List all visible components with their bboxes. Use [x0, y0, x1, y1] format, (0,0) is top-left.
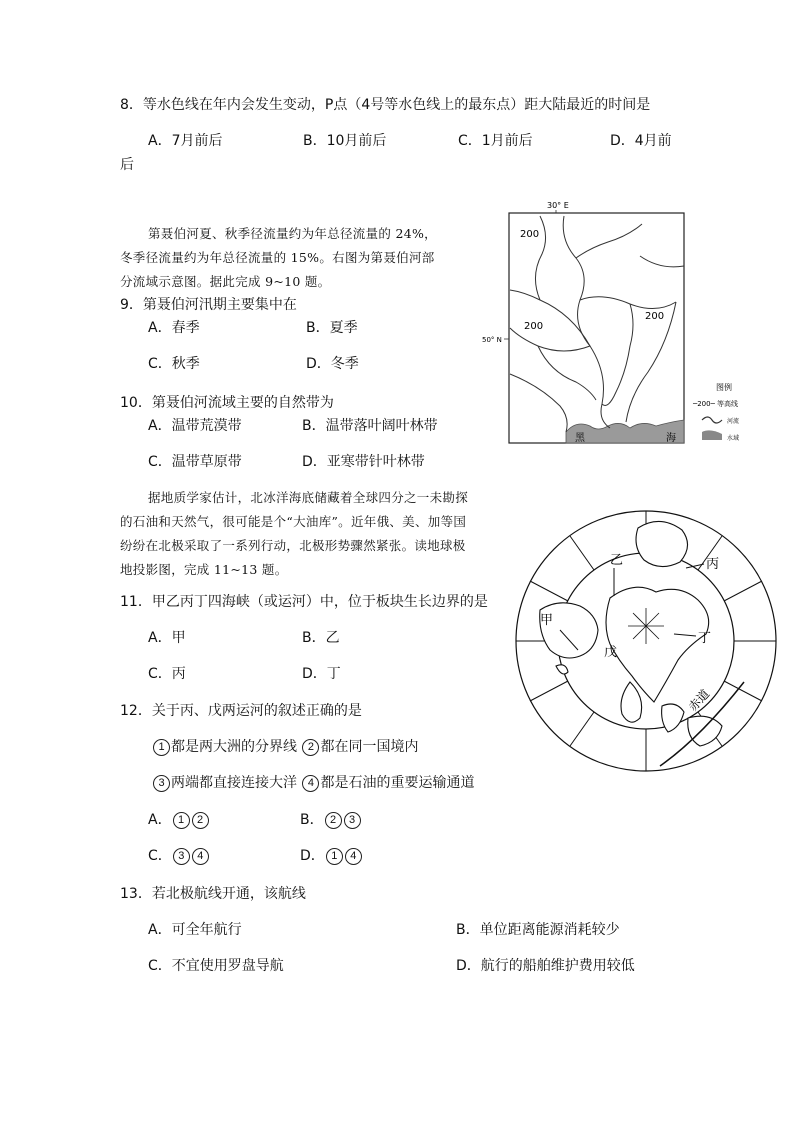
passage-arctic-line2: 的石油和天然气，很可能是个“大油库”。近年俄、美、加等国 [120, 514, 467, 529]
q9-option-c[interactable]: C．秋季 [148, 356, 200, 372]
q9-option-b[interactable]: B．夏季 [306, 320, 358, 336]
legend-title: 图例 [716, 383, 732, 392]
contour-label-1: 200 [520, 229, 540, 240]
circled-number: 1 [153, 739, 170, 756]
q11-option-d[interactable]: D．丁 [302, 666, 341, 682]
q13-option-c[interactable]: C．不宜使用罗盘导航 [148, 958, 284, 974]
label-ding: 丁 [698, 631, 712, 646]
q12-option-a[interactable]: A． 1 2 [148, 810, 210, 830]
circled-number: 3 [153, 775, 170, 792]
contour-label-2: 200 [524, 321, 544, 332]
legend-water: 水域 [727, 435, 740, 442]
q12-option-b[interactable]: B． 2 3 [300, 810, 362, 830]
landmass-west [540, 603, 598, 658]
polar-projection-map [510, 506, 780, 776]
pole-marker [628, 608, 664, 644]
q8-option-c[interactable]: C．1月前后 [458, 133, 533, 149]
legend-river: 河流 [727, 418, 740, 425]
question-8-stem: 8．等水色线在年内会发生变动，P点（4号等水色线上的最东点）距大陆最近的时间是 [120, 97, 651, 113]
dnieper-basin-map [480, 196, 740, 448]
passage-dnieper-line3: 分流域示意图。据此完成 9~10 题。 [120, 274, 331, 289]
q11-option-c[interactable]: C．丙 [148, 666, 186, 682]
sea-label-hai: 海 [666, 433, 676, 444]
question-12-stem: 12．关于丙、戊两运河的叙述正确的是 [120, 703, 362, 719]
q8-option-d[interactable]: D．4月前 [610, 133, 672, 149]
map-latitude-label: 50° N [482, 336, 502, 344]
q10-option-a[interactable]: A．温带荒漠带 [148, 418, 242, 434]
legend-water-symbol [702, 430, 722, 440]
label-bing: 丙 [706, 557, 720, 572]
circled-number: 2 [302, 739, 319, 756]
sea-label-hei: 黑 [575, 433, 585, 444]
label-yi: 乙 [610, 553, 624, 568]
question-11-stem: 11．甲乙丙丁四海峡（或运河）中，位于板块生长边界的是 [120, 594, 488, 610]
q8-option-b[interactable]: B．10月前后 [303, 133, 387, 149]
question-9-stem: 9．第聂伯河汛期主要集中在 [120, 297, 297, 313]
q12-statement-2: 3 两端都直接连接大洋 4 都是石油的重要运输通道 [152, 773, 474, 793]
q12-statement-1: 1 都是两大洲的分界线 2 都在同一国境内 [152, 737, 418, 757]
q12-option-d[interactable]: D． 1 4 [300, 846, 363, 866]
label-equator: 赤道 [685, 686, 713, 715]
q10-option-b[interactable]: B．温带落叶阔叶林带 [302, 418, 438, 434]
question-10-stem: 10．第聂伯河流域主要的自然带为 [120, 395, 334, 411]
q10-option-c[interactable]: C．温带草原带 [148, 454, 242, 470]
q8-option-d-overflow: 后 [120, 157, 134, 173]
passage-dnieper-line1: 第聂伯河夏、秋季径流量约为年总径流量的 24%， [148, 226, 437, 241]
q10-option-d[interactable]: D．亚寒带针叶林带 [302, 454, 425, 470]
passage-dnieper-line2: 冬季径流量约为年总径流量的 15%。右图为第聂伯河部 [120, 250, 435, 265]
contour-label-3: 200 [645, 311, 665, 322]
legend-contour: ─200─ 等高线 [693, 400, 739, 408]
map-longitude-label: 30° E [547, 201, 569, 210]
circled-number: 4 [302, 775, 319, 792]
q8-option-a[interactable]: A．7月前后 [148, 133, 223, 149]
q11-option-a[interactable]: A．甲 [148, 630, 186, 646]
greenland-shape [636, 521, 688, 566]
q9-option-a[interactable]: A．春季 [148, 320, 200, 336]
passage-arctic-line3: 纷纷在北极采取了一系列行动，北极形势骤然紧张。读地球极 [120, 538, 466, 553]
label-wu: 戊 [604, 645, 618, 660]
q12-option-c[interactable]: C． 3 4 [148, 846, 210, 866]
q11-option-b[interactable]: B．乙 [302, 630, 340, 646]
q13-option-a[interactable]: A．可全年航行 [148, 922, 242, 938]
q9-option-d[interactable]: D．冬季 [306, 356, 359, 372]
q13-option-b[interactable]: B．单位距离能源消耗较少 [456, 922, 620, 938]
label-jia: 甲 [540, 613, 554, 628]
passage-arctic-line1: 据地质学家估计，北冰洋海底储藏着全球四分之一未勘探 [148, 490, 469, 505]
passage-arctic-line4: 地投影图，完成 11~13 题。 [120, 562, 288, 577]
legend-river-symbol [702, 417, 722, 423]
q13-option-d[interactable]: D．航行的船舶维护费用较低 [456, 958, 635, 974]
question-13-stem: 13．若北极航线开通，该航线 [120, 886, 306, 902]
